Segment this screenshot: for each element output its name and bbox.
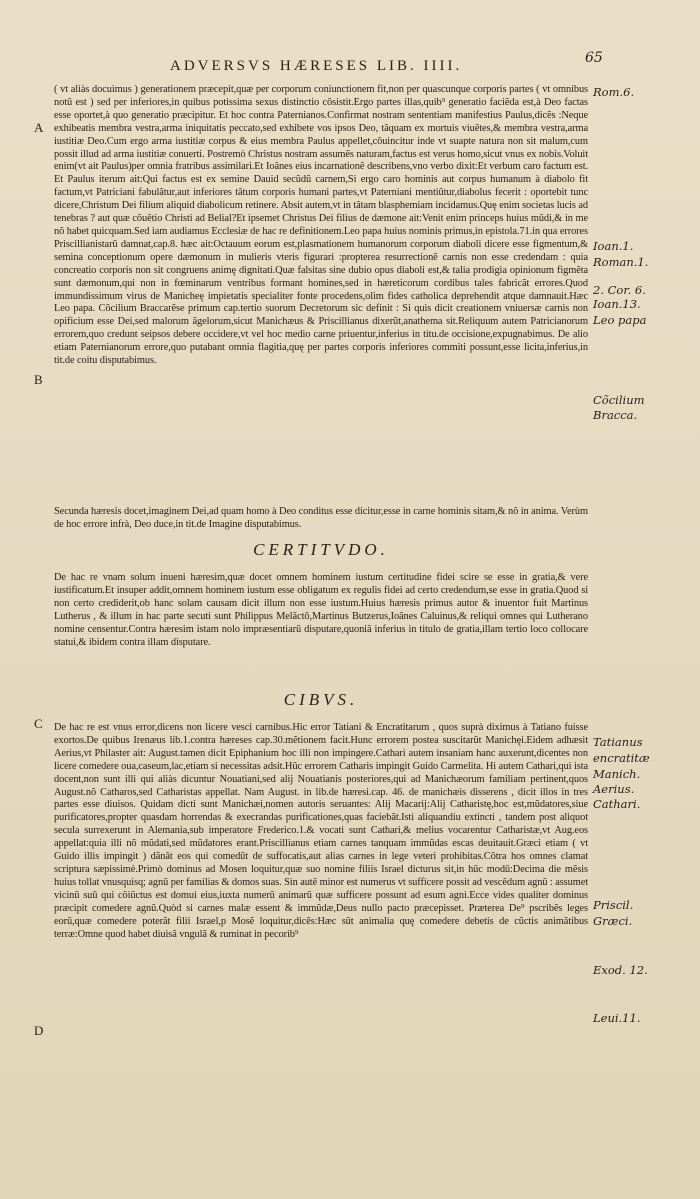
paragraph: Secunda hæresis docet,imaginem Dei,ad quam homo à Deo conditus esse dicitur,esse in carne hominis sitam,& nõ in anima. Verùm de hoc errore infrà, Deo duce,in tit.de Imagine disputabimus.: [54, 506, 588, 530]
paragraph: ( vt aliàs docuimus ) generationem præcepit,quæ per corporum coniunctionem fit,non per quascunque corporis partes ( vt omnibus notũ est ) sed per inferiores,in quibus potissima sexus distinctio cõsistit.Ergo partes illas,quib⁹ generatio faciẽda est,à Deo factas esse oportet,à quo generatio præcipitur. Et hoc contra Paternianos.Confirmat nostram sententiam manifestius Paulus,dicẽs :Neque exhibeatis membra vestra,arma iniquitatis peccato,sed exhibete vos ipsos Deo, tãquam ex mortuis viuẽtes,& membra vestra,arma iustitiæ Deo.Cum ergo arma iustitiæ corpus & eius membra Paulus appellet,cõuincitur inde vt suapte natura non sit malum,cum possit illud ad arma iustitiæ conuerti. Postremò Christus nostram assumẽs naturam,factus est verus homo,sicut vnus ex nobis.Voluit enim(vt ait Paulus)per omnia fratribus assimilari.Et Ioãnes eius incarnationẽ describens,vno verbo dixit:Et verbum caro factum est. Et Paulus iterum ait:Qui factus est ex semine Dauid secũdũ carnem,Si ergo caro hominis aut corpus humanum à diabolo fit factum,vt Patriciani fabulãtur,aut inferiores tãtum corporis humani partes,vt Paterniani mentiũtur,diabolus fecerit : oportebit tunc dicere,Christum Dei filium aliquid diabolicum retinere. Absit autem,vt in tãtam blasphemiam incidamus.Quę enim societas lucis ad tenebras ? aut quæ cõuẽtio Christi ad Belial?Et ipsemet Christus Dei filius de dæmone ait:Venit enim princeps huius mũdi,& in me nõ habet quicquam.Sed iam audiamus Ecclesiæ de hac re definitionem.Leo papa huius nominis primus,in epistola.71.in qua errores Priscillianistarũ damnat,cap.8. hæc ait:Octauum eorum est,plasmationem humanorum corporum diaboli dicere esse figmentum,& semina conceptionum opere dæmonum in mulieris vteris figurari :propterea resurrectionẽ carnis non esse credendam : quia concreatio corporis non sit congruens animę dignitati.Quæ falsitas sine dubio opus diaboli est,& talia prodigia opinionum figmẽta sunt dæmonum,qui non in fœminarum ventribus formant homines,sed in hæreticorum cordibus tales fabricãt errores.Quod immundissimum virus de Manicheę impietatis specialiter fonte procedens,olim fides catholica deprehendit atque damnauit.Hæc Leo papa. Cõcilium Braccarẽse primum cap.tertio suorum Decretorum sic definit : Si quis dicit creationem vniuersæ carnis non opificium esse Dei,sed malorum ãgelorum,sicut Manichæus & Priscillianus dixerũt,anathema sit.Reliquum autem Patricianorum errorem,quo credunt seipsos debere occidere,vt vel hoc medio carne priuentur,inferius in titu.de occisione,expugnabimus. De alio etiam Paternianorum errore,quo putabant omnia flagitia,quę per partes corporis inferiores commiti possunt,esse licita,inferius,in tit.de coitu disputabimus.: [54, 84, 588, 367]
section-heading-cibus: CIBVS.: [283, 690, 359, 709]
margin-note: Roman.1.: [593, 255, 649, 269]
margin-note: Leo papa: [593, 313, 647, 327]
margin-note: Græci.: [593, 914, 633, 928]
margin-note: Exod. 12.: [593, 963, 648, 977]
paragraph: De hac re est vnus error,dicens non licere vesci carnibus.Hic error Tatiani & Encratitarum , quos suprà diximus à Tatiano fuisse exortos.De quibus Irenæus lib.1.contra hæreses cap.30.mẽtionem facit.Hunc errorem postea suscitarũt Manichęi.Eidem adhæsit Aerius,vt Philaster ait: August.tamen dicit Epiphanium hoc illi non impingere.Cathari autem insaniam hanc auxerunt,dicentes non licere comedere oua,caseum,lac,etiam si necessitas adsit.Hũc errorem Catharis impingit Guido Carmelita. Hi autem Cathari,qui ista docent,non sunt illi qui aliàs dicuntur Nouatiani,sed alij Nouatianis posteriores,qui ad Manichæorum familiam pertinent,quos August.nõ Catharos,sed Catharistas appellat. Nam August. in lib.de hæresi.cap. 46. de manichæis disserens , dicit illos in tres partes esse diuisos. Quidam dicti sunt Manichæi,nomen autoris seruantes: Alij Macarij:Alij Catharistę,hoc est,mũdatores,siue purificatores,propter quasdam horrendas & execrandas purificationes,quas faciebãt.Isti aliquandiu extincti , tandem post aliquot secula surrexerunt in Alemania,sub imperatore Frederico.1.& vocati sunt Cathari,& melius vocarentur Catharistæ,vt Aug.eos appellat:quia illi nõ mũdati,sed mũdatores erant.Priscillianus etiam carnes tanquam immũdas escas deuitauit.Græci etiam ( vt Guido illis impingit ) dãnãt eos qui comedũt de suffocatis,aut alias carnes in lege veteri prohibitas.Cõtra hos omnes clamat scriptura sæpissimè.Primò dominus ad Mosen loquitur,quæ suo nomine filiis Israel dicturus sit,in hũc modũ:Decima die mẽsis huius tollat vnusquisq; agnũ per familias & domos suas. Sin autẽ minor est numerus vt sufficere possit ad vescẽdum agnũ : assumet vicinũ suũ qui cõiũctus est domui eius,iuxta numerũ animarũ quæ sufficere possunt ad esum agni.Ecce vides qualiter dominus præcipit comedere agnũ.Quòd si carnes malæ essent & immũdæ,Deus nullo pacto præcepisset. Præterea De⁹ pscribẽs leges eorũ,quæ comedere poterãt filii Israel,p Mosẽ loquitur,dicẽs:Hæc sũt animalia quę comedere debetis de cũctis animãtibus terræ:Omne quod habet diuisã vngulã & ruminat in pecorib⁹: [54, 722, 588, 940]
section-text-cibus: [54, 722, 588, 941]
margin-note: Ioan.13.: [593, 297, 641, 311]
margin-note: Priscil.: [593, 898, 634, 912]
section-text-certitudo: [54, 572, 588, 649]
margin-marker-b: B: [34, 372, 43, 387]
paragraph: De hac re vnam solum inueni hæresim,quæ docet omnem hominem iustum certitudine fidei scire se esse in gratia,& vere iustificatum.Et insuper addit,omnem hominem iustum esse obligatum ex regulis fidei ad certo credendum,se esse in gratia.Quod si non certo crediderit,ob hanc solam causam dicit illum non esse iustum.Huius hæresis primus autor & inuentor fuit Martinus Lutherus , & illum in hac parte secuti sunt Philippus Melãctõ,Martinus Butzerus,Ioãnes Caluinus,& reliqui omnes qui Lutherano nomine censentur.Contra hæresim istam nolo impræsentiarũ disputare,quoniã inferius in titulo de gratia,illam tertio loco collocare statui,& ibidem contra illam disputare.: [54, 572, 588, 648]
text-block-1: [54, 84, 588, 368]
margin-note: Manich.: [593, 767, 641, 781]
margin-note: Leui.11.: [593, 1011, 641, 1025]
text-block-2: [54, 506, 588, 532]
page-number: 65: [585, 50, 603, 66]
margin-note: Rom.6.: [593, 85, 635, 99]
margin-note: Tatianus: [593, 735, 643, 749]
margin-note: Bracca.: [593, 408, 638, 422]
margin-marker-d: D: [34, 1023, 44, 1038]
margin-note: Aerius.: [593, 782, 635, 796]
margin-note: Ioan.1.: [593, 239, 634, 253]
running-header: ADVERSVS HÆRESES LIB. IIII.: [170, 58, 463, 74]
margin-note: Cõcilium: [593, 393, 645, 407]
margin-marker-c: C: [34, 716, 43, 731]
margin-note: 2. Cor. 6.: [593, 283, 646, 297]
margin-marker-a: A: [34, 120, 44, 135]
section-heading-certitudo: CERTITVDO.: [253, 540, 389, 559]
margin-note: Cathari.: [593, 797, 641, 811]
margin-note: encratitæ: [593, 751, 650, 765]
